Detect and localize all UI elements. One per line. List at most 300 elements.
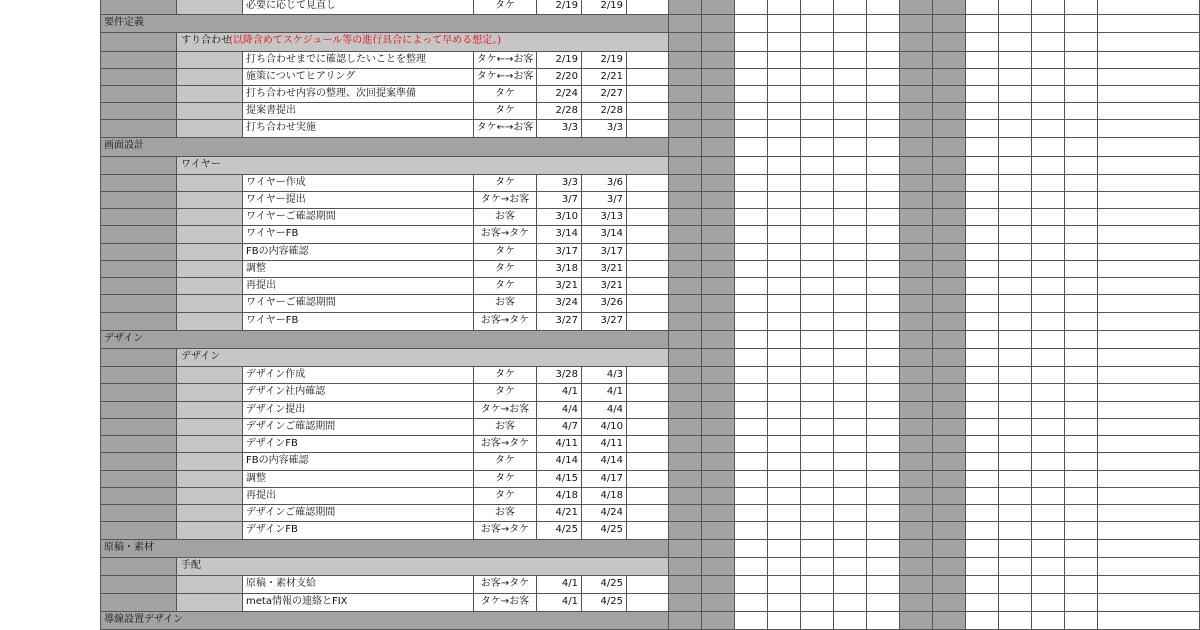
gantt-cell[interactable] [900,278,933,295]
task-start-date[interactable]: 3/18 [537,261,582,278]
gantt-cell[interactable] [768,103,801,120]
gantt-cell[interactable] [966,157,999,175]
task-end-date[interactable]: 2/28 [582,103,627,120]
gantt-cell[interactable] [900,15,933,33]
gantt-cell[interactable] [1098,402,1200,419]
gantt-cell[interactable] [1065,120,1098,138]
gantt-cell[interactable] [669,540,702,558]
blank-cell[interactable] [627,576,669,594]
gantt-cell[interactable] [1032,175,1065,192]
gantt-cell[interactable] [669,384,702,402]
gantt-cell[interactable] [1098,0,1200,15]
gantt-cell[interactable] [999,157,1032,175]
task-name[interactable]: 提案書提出 [243,103,474,120]
gantt-cell[interactable] [1032,349,1065,367]
gantt-cell[interactable] [933,295,966,313]
gantt-cell[interactable] [735,33,768,52]
task-owner[interactable]: タケ [474,244,537,261]
gantt-cell[interactable] [966,471,999,488]
gantt-cell[interactable] [801,103,834,120]
gantt-cell[interactable] [1032,120,1065,138]
gantt-cell[interactable] [735,576,768,594]
task-start-date[interactable]: 4/4 [537,402,582,419]
gantt-cell[interactable] [768,505,801,522]
gantt-cell[interactable] [735,594,768,612]
task-start-date[interactable]: 4/11 [537,436,582,453]
gantt-cell[interactable] [867,436,900,453]
gantt-cell[interactable] [1032,331,1065,349]
gantt-cell[interactable] [702,192,735,209]
gantt-cell[interactable] [735,0,768,15]
task-owner[interactable]: タケ [474,453,537,471]
gantt-cell[interactable] [1032,453,1065,471]
gantt-cell[interactable] [867,522,900,540]
task-end-date[interactable]: 3/6 [582,175,627,192]
gantt-cell[interactable] [867,226,900,244]
gantt-cell[interactable] [702,419,735,436]
gantt-cell[interactable] [999,86,1032,103]
task-start-date[interactable]: 4/1 [537,594,582,612]
task-name[interactable]: 打ち合わせ実施 [243,120,474,138]
gantt-cell[interactable] [966,86,999,103]
gantt-cell[interactable] [1065,261,1098,278]
gantt-cell[interactable] [834,436,867,453]
gantt-cell[interactable] [834,505,867,522]
gantt-cell[interactable] [801,576,834,594]
task-start-date[interactable]: 2/24 [537,86,582,103]
gantt-cell[interactable] [966,331,999,349]
gantt-cell[interactable] [1032,209,1065,226]
task-owner[interactable]: お客 [474,505,537,522]
gantt-cell[interactable] [702,69,735,86]
task-owner[interactable]: お客 [474,209,537,226]
gantt-cell[interactable] [801,367,834,384]
gantt-cell[interactable] [933,278,966,295]
task-owner[interactable]: タケ [474,384,537,402]
task-end-date[interactable]: 4/1 [582,384,627,402]
gantt-cell[interactable] [735,453,768,471]
task-owner[interactable]: タケ [474,103,537,120]
gantt-cell[interactable] [867,33,900,52]
gantt-cell[interactable] [933,313,966,331]
gantt-cell[interactable] [1032,594,1065,612]
task-end-date[interactable]: 3/17 [582,244,627,261]
gantt-cell[interactable] [999,278,1032,295]
gantt-cell[interactable] [1065,157,1098,175]
gantt-cell[interactable] [999,384,1032,402]
gantt-cell[interactable] [801,244,834,261]
blank-cell[interactable] [627,505,669,522]
gantt-cell[interactable] [966,52,999,69]
gantt-cell[interactable] [669,0,702,15]
gantt-cell[interactable] [834,278,867,295]
gantt-cell[interactable] [768,612,801,630]
task-owner[interactable]: タケ [474,86,537,103]
gantt-cell[interactable] [768,261,801,278]
gantt-cell[interactable] [1098,86,1200,103]
blank-cell[interactable] [627,453,669,471]
gantt-cell[interactable] [867,278,900,295]
gantt-cell[interactable] [900,594,933,612]
gantt-cell[interactable] [966,120,999,138]
task-name[interactable]: デザイン提出 [243,402,474,419]
gantt-cell[interactable] [867,209,900,226]
gantt-cell[interactable] [999,52,1032,69]
gantt-cell[interactable] [1065,402,1098,419]
blank-cell[interactable] [627,209,669,226]
gantt-cell[interactable] [1065,594,1098,612]
gantt-cell[interactable] [735,436,768,453]
gantt-cell[interactable] [702,33,735,52]
gantt-cell[interactable] [1032,313,1065,331]
task-end-date[interactable]: 4/11 [582,436,627,453]
gantt-cell[interactable] [933,436,966,453]
gantt-cell[interactable] [900,402,933,419]
gantt-cell[interactable] [702,540,735,558]
gantt-cell[interactable] [768,69,801,86]
task-owner[interactable]: お客 [474,419,537,436]
task-start-date[interactable]: 3/14 [537,226,582,244]
gantt-cell[interactable] [1065,436,1098,453]
gantt-cell[interactable] [999,505,1032,522]
gantt-cell[interactable] [801,261,834,278]
blank-cell[interactable] [627,419,669,436]
gantt-cell[interactable] [702,138,735,157]
gantt-cell[interactable] [768,384,801,402]
gantt-cell[interactable] [933,402,966,419]
gantt-cell[interactable] [1065,295,1098,313]
task-owner[interactable]: タケ [474,261,537,278]
gantt-cell[interactable] [702,558,735,576]
gantt-cell[interactable] [867,367,900,384]
task-name[interactable]: デザインご確認期間 [243,419,474,436]
task-owner[interactable]: タケ→お客 [474,594,537,612]
gantt-cell[interactable] [1065,33,1098,52]
gantt-cell[interactable] [933,558,966,576]
blank-cell[interactable] [627,226,669,244]
gantt-cell[interactable] [999,419,1032,436]
gantt-cell[interactable] [834,0,867,15]
gantt-cell[interactable] [834,349,867,367]
gantt-cell[interactable] [1065,453,1098,471]
gantt-cell[interactable] [669,522,702,540]
gantt-cell[interactable] [768,558,801,576]
gantt-cell[interactable] [933,120,966,138]
gantt-cell[interactable] [999,488,1032,505]
gantt-cell[interactable] [1098,436,1200,453]
gantt-cell[interactable] [999,15,1032,33]
task-name[interactable]: 調整 [243,261,474,278]
gantt-cell[interactable] [801,349,834,367]
gantt-cell[interactable] [735,244,768,261]
task-end-date[interactable]: 3/3 [582,120,627,138]
gantt-cell[interactable] [801,86,834,103]
gantt-cell[interactable] [867,540,900,558]
gantt-cell[interactable] [900,384,933,402]
gantt-cell[interactable] [669,349,702,367]
task-name[interactable]: 調整 [243,471,474,488]
gantt-cell[interactable] [834,209,867,226]
gantt-cell[interactable] [1032,402,1065,419]
gantt-cell[interactable] [1065,15,1098,33]
gantt-cell[interactable] [999,331,1032,349]
gantt-cell[interactable] [1065,244,1098,261]
gantt-cell[interactable] [1098,349,1200,367]
gantt-cell[interactable] [669,471,702,488]
gantt-cell[interactable] [933,488,966,505]
blank-cell[interactable] [627,52,669,69]
gantt-cell[interactable] [669,558,702,576]
gantt-cell[interactable] [1032,103,1065,120]
gantt-cell[interactable] [900,313,933,331]
gantt-cell[interactable] [867,52,900,69]
gantt-cell[interactable] [669,15,702,33]
task-name[interactable]: 打ち合わせ内容の整理、次回提案準備 [243,86,474,103]
gantt-cell[interactable] [1032,157,1065,175]
gantt-cell[interactable] [1098,384,1200,402]
gantt-cell[interactable] [867,594,900,612]
gantt-cell[interactable] [867,419,900,436]
gantt-cell[interactable] [669,505,702,522]
blank-cell[interactable] [627,86,669,103]
gantt-cell[interactable] [1032,69,1065,86]
gantt-cell[interactable] [702,612,735,630]
blank-cell[interactable] [627,471,669,488]
gantt-cell[interactable] [801,505,834,522]
gantt-cell[interactable] [834,313,867,331]
task-owner[interactable]: タケ [474,175,537,192]
gantt-cell[interactable] [1032,367,1065,384]
gantt-cell[interactable] [801,52,834,69]
task-start-date[interactable]: 4/25 [537,522,582,540]
gantt-cell[interactable] [900,453,933,471]
gantt-cell[interactable] [867,576,900,594]
gantt-cell[interactable] [735,175,768,192]
gantt-cell[interactable] [900,192,933,209]
task-end-date[interactable]: 4/10 [582,419,627,436]
gantt-cell[interactable] [735,15,768,33]
gantt-cell[interactable] [900,505,933,522]
task-owner[interactable]: タケ→お客 [474,402,537,419]
gantt-cell[interactable] [669,278,702,295]
gantt-cell[interactable] [834,261,867,278]
gantt-cell[interactable] [834,402,867,419]
gantt-cell[interactable] [999,0,1032,15]
task-name[interactable]: FBの内容確認 [243,244,474,261]
gantt-cell[interactable] [768,192,801,209]
gantt-cell[interactable] [801,471,834,488]
gantt-cell[interactable] [966,349,999,367]
gantt-cell[interactable] [1032,86,1065,103]
gantt-cell[interactable] [1098,331,1200,349]
gantt-cell[interactable] [1098,488,1200,505]
task-start-date[interactable]: 4/7 [537,419,582,436]
gantt-cell[interactable] [966,69,999,86]
gantt-cell[interactable] [933,453,966,471]
gantt-cell[interactable] [834,331,867,349]
gantt-cell[interactable] [801,33,834,52]
gantt-cell[interactable] [801,594,834,612]
gantt-cell[interactable] [702,295,735,313]
gantt-cell[interactable] [669,419,702,436]
gantt-cell[interactable] [702,367,735,384]
gantt-cell[interactable] [735,488,768,505]
gantt-cell[interactable] [669,86,702,103]
gantt-cell[interactable] [735,505,768,522]
task-start-date[interactable]: 3/10 [537,209,582,226]
gantt-cell[interactable] [966,261,999,278]
gantt-cell[interactable] [867,103,900,120]
gantt-cell[interactable] [900,138,933,157]
gantt-cell[interactable] [768,594,801,612]
gantt-cell[interactable] [669,138,702,157]
task-end-date[interactable]: 3/13 [582,209,627,226]
gantt-cell[interactable] [966,540,999,558]
task-start-date[interactable]: 3/3 [537,120,582,138]
gantt-cell[interactable] [1032,138,1065,157]
gantt-cell[interactable] [867,331,900,349]
gantt-cell[interactable] [1032,419,1065,436]
gantt-cell[interactable] [900,295,933,313]
gantt-cell[interactable] [669,331,702,349]
task-name[interactable]: 打ち合わせまでに確認したいことを整理 [243,52,474,69]
task-name[interactable]: FBの内容確認 [243,453,474,471]
gantt-cell[interactable] [702,488,735,505]
gantt-cell[interactable] [834,488,867,505]
gantt-cell[interactable] [702,576,735,594]
gantt-cell[interactable] [900,331,933,349]
gantt-cell[interactable] [834,612,867,630]
gantt-cell[interactable] [1032,192,1065,209]
gantt-cell[interactable] [1065,522,1098,540]
gantt-cell[interactable] [867,349,900,367]
gantt-cell[interactable] [966,488,999,505]
gantt-cell[interactable] [669,33,702,52]
gantt-cell[interactable] [867,384,900,402]
gantt-cell[interactable] [900,540,933,558]
gantt-cell[interactable] [933,594,966,612]
gantt-cell[interactable] [900,103,933,120]
gantt-cell[interactable] [768,52,801,69]
gantt-cell[interactable] [801,612,834,630]
gantt-cell[interactable] [966,295,999,313]
gantt-cell[interactable] [768,0,801,15]
gantt-cell[interactable] [669,402,702,419]
gantt-cell[interactable] [867,313,900,331]
gantt-cell[interactable] [900,576,933,594]
gantt-cell[interactable] [999,120,1032,138]
gantt-cell[interactable] [834,157,867,175]
gantt-cell[interactable] [999,33,1032,52]
gantt-cell[interactable] [933,505,966,522]
gantt-cell[interactable] [669,261,702,278]
gantt-cell[interactable] [669,69,702,86]
task-name[interactable]: ワイヤーFB [243,313,474,331]
gantt-cell[interactable] [702,471,735,488]
blank-cell[interactable] [627,0,669,15]
gantt-cell[interactable] [768,349,801,367]
gantt-cell[interactable] [735,209,768,226]
gantt-cell[interactable] [1065,384,1098,402]
gantt-cell[interactable] [735,278,768,295]
gantt-cell[interactable] [999,103,1032,120]
gantt-cell[interactable] [933,33,966,52]
gantt-cell[interactable] [900,471,933,488]
gantt-cell[interactable] [933,226,966,244]
gantt-cell[interactable] [1065,558,1098,576]
gantt-cell[interactable] [768,278,801,295]
gantt-cell[interactable] [1065,349,1098,367]
gantt-cell[interactable] [1032,384,1065,402]
blank-cell[interactable] [627,278,669,295]
gantt-cell[interactable] [735,261,768,278]
gantt-cell[interactable] [999,576,1032,594]
gantt-cell[interactable] [966,192,999,209]
task-owner[interactable]: タケ [474,488,537,505]
task-end-date[interactable]: 3/14 [582,226,627,244]
gantt-cell[interactable] [834,558,867,576]
gantt-cell[interactable] [867,192,900,209]
gantt-cell[interactable] [1032,226,1065,244]
gantt-cell[interactable] [768,157,801,175]
gantt-cell[interactable] [834,419,867,436]
gantt-cell[interactable] [900,436,933,453]
gantt-cell[interactable] [1032,436,1065,453]
gantt-cell[interactable] [669,192,702,209]
gantt-cell[interactable] [735,558,768,576]
gantt-cell[interactable] [900,261,933,278]
gantt-cell[interactable] [735,471,768,488]
gantt-cell[interactable] [900,226,933,244]
task-end-date[interactable]: 4/3 [582,367,627,384]
gantt-cell[interactable] [933,69,966,86]
gantt-cell[interactable] [867,15,900,33]
task-start-date[interactable]: 3/24 [537,295,582,313]
gantt-cell[interactable] [702,103,735,120]
gantt-cell[interactable] [966,522,999,540]
gantt-cell[interactable] [867,157,900,175]
gantt-cell[interactable] [1065,313,1098,331]
task-end-date[interactable]: 4/24 [582,505,627,522]
gantt-cell[interactable] [1032,0,1065,15]
gantt-cell[interactable] [933,192,966,209]
gantt-cell[interactable] [966,419,999,436]
task-owner[interactable]: タケ [474,0,537,15]
gantt-cell[interactable] [801,540,834,558]
task-start-date[interactable]: 2/28 [537,103,582,120]
gantt-cell[interactable] [900,558,933,576]
gantt-cell[interactable] [735,612,768,630]
gantt-cell[interactable] [999,69,1032,86]
task-name[interactable]: 原稿・素材支給 [243,576,474,594]
task-start-date[interactable]: 3/7 [537,192,582,209]
gantt-cell[interactable] [735,331,768,349]
task-start-date[interactable]: 2/19 [537,52,582,69]
gantt-cell[interactable] [966,558,999,576]
task-start-date[interactable]: 2/20 [537,69,582,86]
gantt-cell[interactable] [702,402,735,419]
task-name[interactable]: デザインご確認期間 [243,505,474,522]
gantt-cell[interactable] [933,367,966,384]
gantt-cell[interactable] [1065,175,1098,192]
blank-cell[interactable] [627,436,669,453]
gantt-cell[interactable] [768,453,801,471]
gantt-cell[interactable] [933,612,966,630]
gantt-cell[interactable] [1098,69,1200,86]
gantt-cell[interactable] [966,402,999,419]
gantt-cell[interactable] [1098,175,1200,192]
gantt-cell[interactable] [1098,612,1200,630]
